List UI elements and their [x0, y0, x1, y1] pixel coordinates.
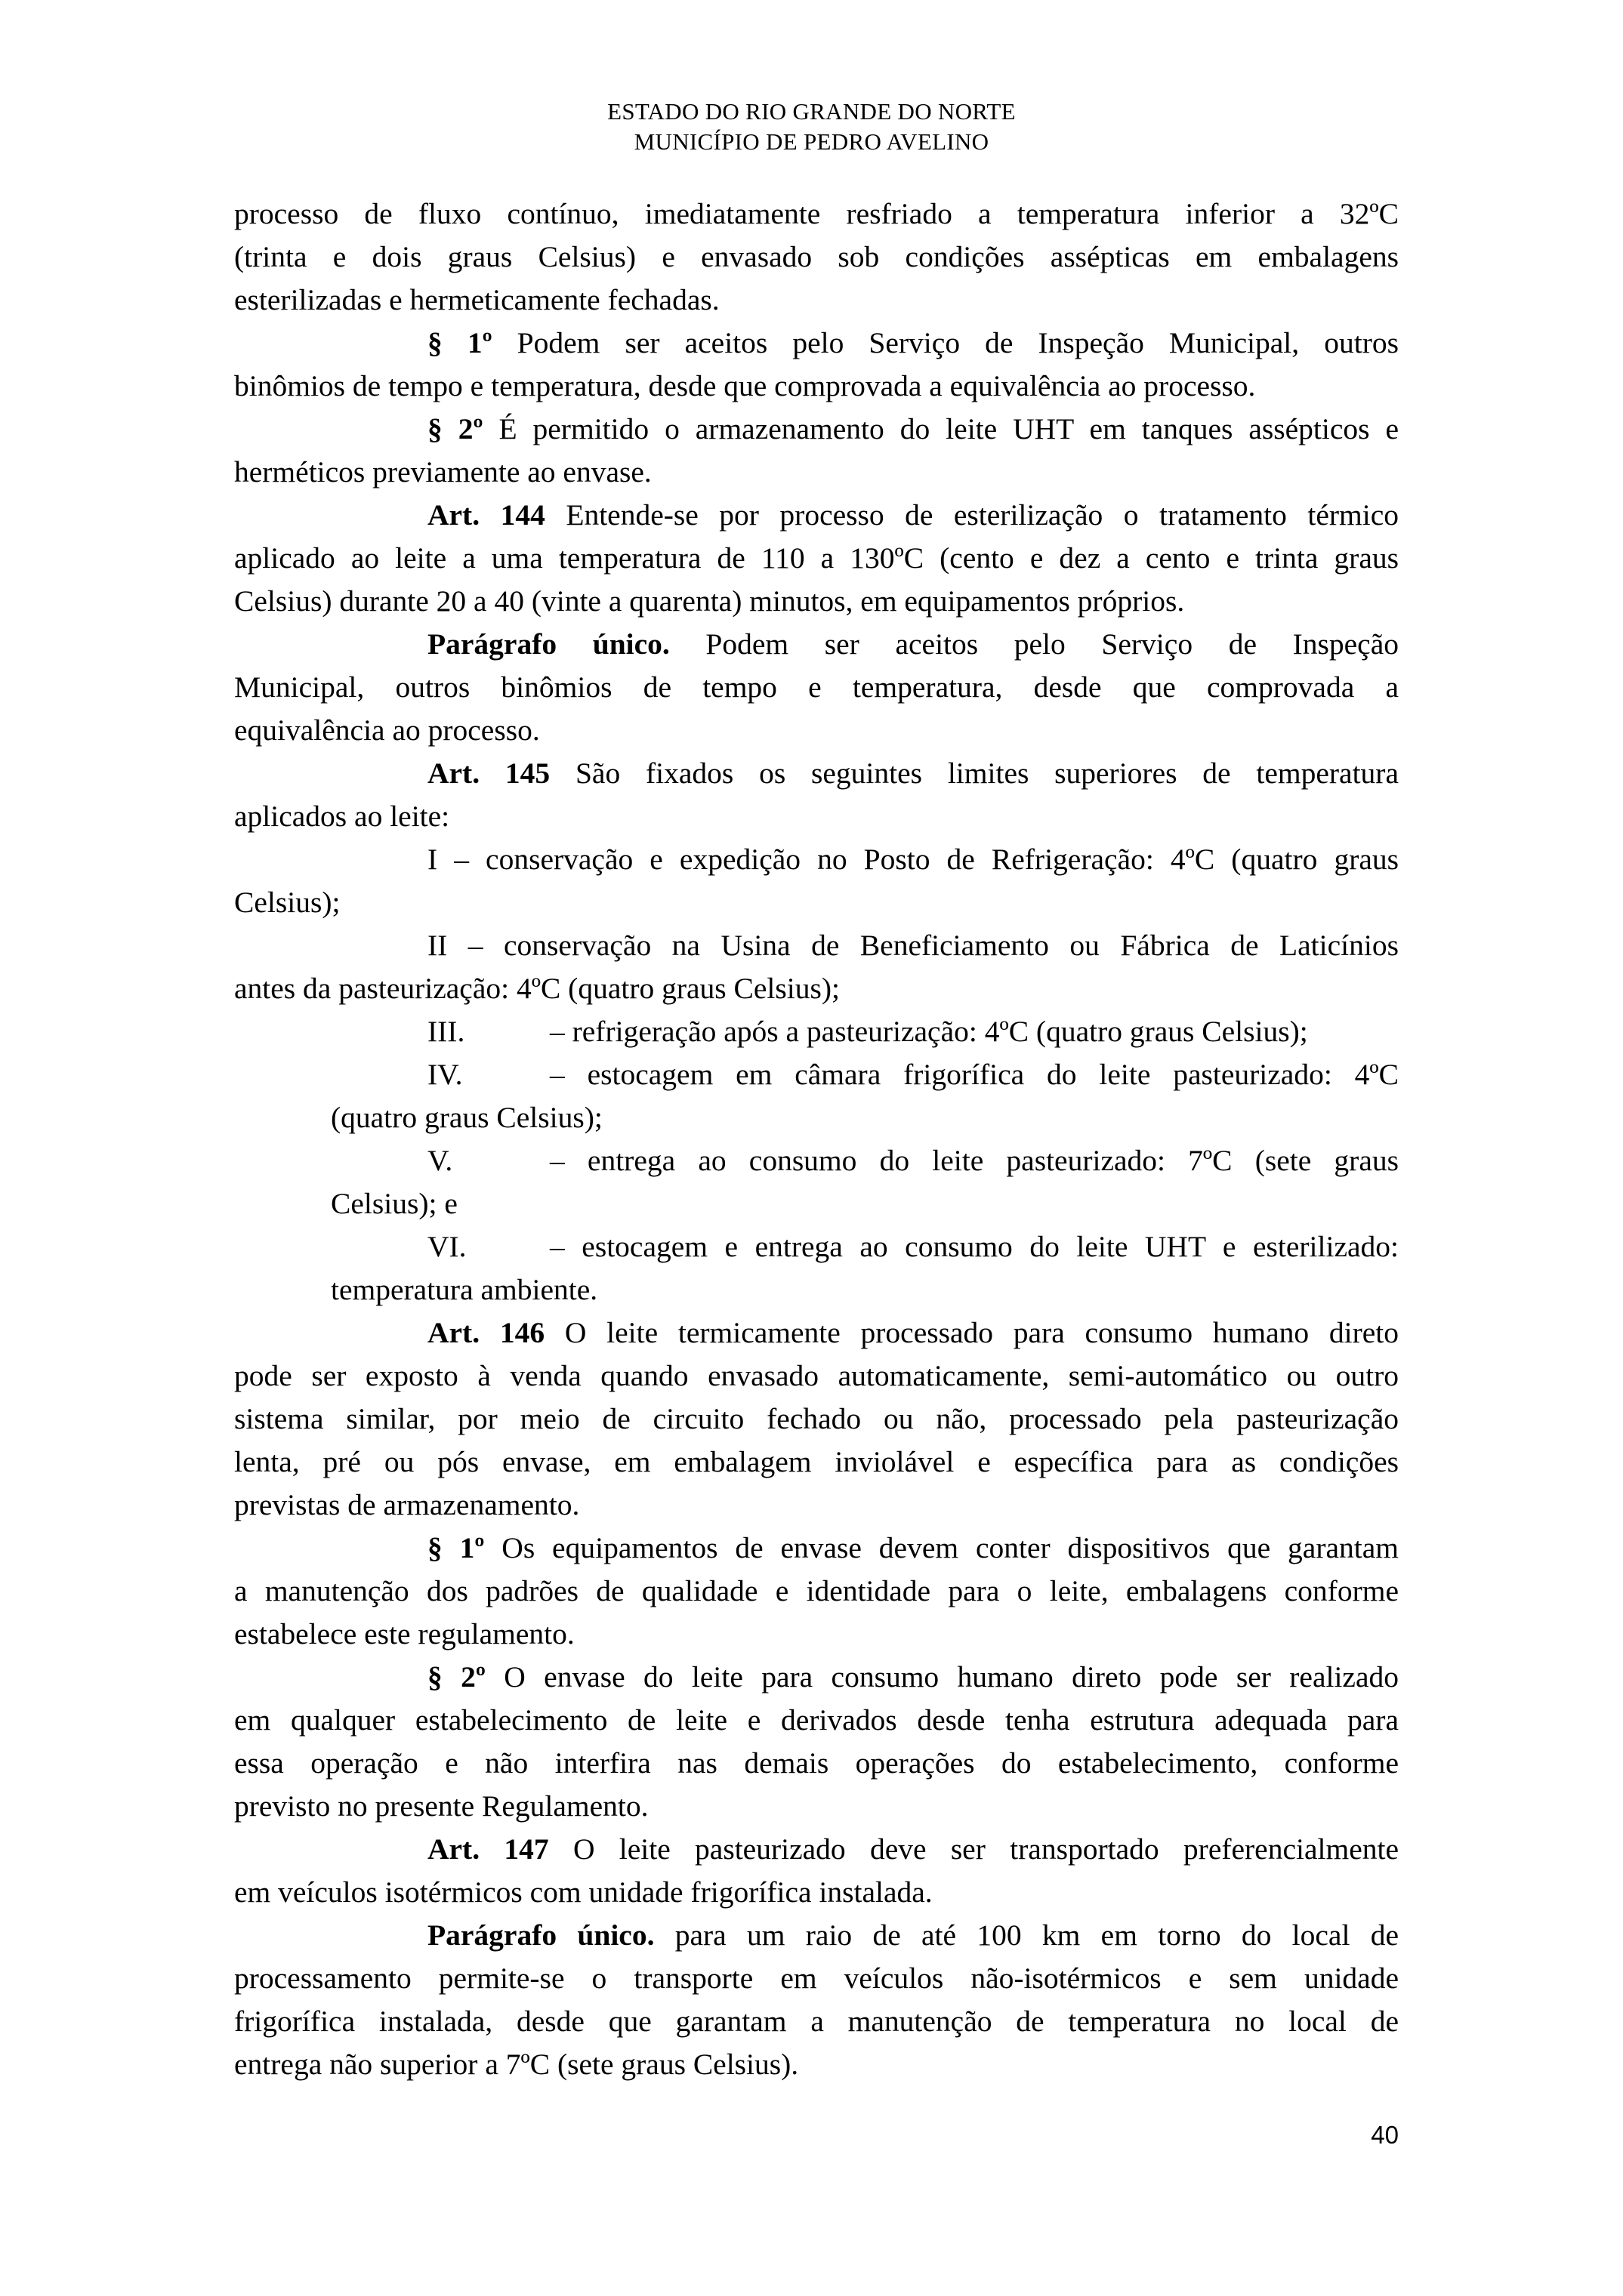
- text-span: Os equipamentos de envase devem conter dispositivos que garantam: [484, 1531, 1399, 1564]
- text-span: O envase do leite para consumo humano direto pode ser realizado: [485, 1660, 1399, 1693]
- text-span: O leite pasteurizado deve ser transportado preferencialmente: [548, 1832, 1399, 1866]
- paragraph-label: Parágrafo único.: [427, 627, 670, 661]
- paragraph-146-2: [234, 1656, 1399, 1699]
- paragraph-2: [234, 408, 1399, 451]
- item-number: VI.: [427, 1230, 467, 1263]
- text-line: Municipal, outros binômios de tempo e temperatura, desde que comprovada a: [234, 670, 1399, 704]
- text-span: É permitido o armazenamento do leite UHT em tanques assépticos e: [483, 412, 1399, 445]
- item-text: – estocagem e entrega ao consumo do leite UHT e esterilizado:: [550, 1230, 1399, 1263]
- page-header: [0, 97, 1623, 157]
- text-line: Celsius) durante 20 a 40 (vinte a quarenta) minutos, em equipamentos próprios.: [234, 584, 1185, 618]
- paragraph-label: § 2º: [427, 412, 483, 445]
- item-ii: II – conservação na Usina de Beneficiamento ou Fábrica de Laticínios: [427, 929, 1399, 962]
- paragraph-1: [234, 322, 1399, 365]
- text-line: esterilizadas e hermeticamente fechadas.: [234, 283, 720, 316]
- header-state: ESTADO DO RIO GRANDE DO NORTE: [607, 98, 1016, 125]
- item-number: III.: [427, 1015, 465, 1048]
- paragraph-label: § 1º: [427, 326, 492, 359]
- text-line: antes da pasteurização: 4ºC (quatro graus Celsius);: [234, 972, 840, 1005]
- text-line: estabelece este regulamento.: [234, 1617, 575, 1650]
- text-line: lenta, pré ou pós envase, em embalagem inviolável e específica para as condições: [234, 1445, 1399, 1478]
- item-text: – refrigeração após a pasteurização: 4ºC (quatro graus Celsius);: [550, 1015, 1308, 1048]
- text-line: Celsius);: [234, 886, 341, 919]
- item-i: I – conservação e expedição no Posto de Refrigeração: 4ºC (quatro graus: [427, 843, 1399, 876]
- article-label: Art. 144: [427, 498, 545, 532]
- text-line: pode ser exposto à venda quando envasado automaticamente, semi-automático ou outro: [234, 1359, 1399, 1392]
- item-text: – entrega ao consumo do leite pasteurizado: 7ºC (sete graus: [550, 1144, 1399, 1177]
- article-147: [234, 1828, 1399, 1871]
- sole-paragraph-147: [234, 1914, 1399, 1957]
- text-line: herméticos previamente ao envase.: [234, 455, 652, 488]
- sole-paragraph-144: [234, 623, 1399, 666]
- text-line: aplicado ao leite a uma temperatura de 110 a 130ºC (cento e dez a cento e trinta graus: [234, 541, 1399, 575]
- text-span: Podem ser aceitos pelo Serviço de Inspeção Municipal, outros: [492, 326, 1399, 359]
- header-municipality: MUNICÍPIO DE PEDRO AVELINO: [634, 128, 989, 155]
- text-line: em qualquer estabelecimento de leite e derivados desde tenha estrutura adequada para: [234, 1703, 1399, 1737]
- paragraph-label: Parágrafo único.: [427, 1918, 655, 1952]
- paragraph-label: § 2º: [427, 1660, 486, 1693]
- text-span: para um raio de até 100 km em torno do local de: [654, 1918, 1399, 1952]
- text-line: Celsius); e: [331, 1187, 458, 1220]
- text-line: processo de fluxo contínuo, imediatamente resfriado a temperatura inferior a 32ºC: [234, 197, 1399, 230]
- item-vi: [234, 1225, 1399, 1268]
- item-number: IV.: [427, 1058, 463, 1091]
- text-span: Entende-se por processo de esterilização o tratamento térmico: [545, 498, 1399, 532]
- article-label: Art. 146: [427, 1316, 545, 1349]
- text-line: equivalência ao processo.: [234, 713, 540, 747]
- text-span: São fixados os seguintes limites superiores de temperatura: [550, 757, 1399, 790]
- text-line: frigorífica instalada, desde que garantam a manutenção de temperatura no local de: [234, 2005, 1399, 2038]
- text-line: processamento permite-se o transporte em veículos não-isotérmicos e sem unidade: [234, 1962, 1399, 1995]
- page-number: 40: [1371, 2121, 1399, 2149]
- article-146: [234, 1311, 1399, 1354]
- text-line: previsto no presente Regulamento.: [234, 1789, 649, 1823]
- text-line: aplicados ao leite:: [234, 800, 450, 833]
- article-label: Art. 145: [427, 757, 551, 790]
- item-number: V.: [427, 1144, 453, 1177]
- text-line: sistema similar, por meio de circuito fechado ou não, processado pela pasteurização: [234, 1402, 1399, 1435]
- page-body: [234, 193, 1399, 2086]
- text-line: essa operação e não interfira nas demais operações do estabelecimento, conforme: [234, 1746, 1399, 1780]
- text-line: (quatro graus Celsius);: [331, 1101, 603, 1134]
- article-145: [234, 752, 1399, 795]
- text-line: entrega não superior a 7ºC (sete graus Celsius).: [234, 2048, 799, 2081]
- item-text: – estocagem em câmara frigorífica do leite pasteurizado: 4ºC: [550, 1058, 1399, 1091]
- article-label: Art. 147: [427, 1832, 549, 1866]
- text-span: Podem ser aceitos pelo Serviço de Inspeção: [669, 627, 1399, 661]
- text-line: a manutenção dos padrões de qualidade e identidade para o leite, embalagens conforme: [234, 1574, 1399, 1607]
- item-iii: [234, 1010, 1399, 1053]
- paragraph-146-1: [234, 1527, 1399, 1570]
- item-iv: [234, 1053, 1399, 1096]
- paragraph-label: § 1º: [427, 1531, 485, 1564]
- text-line: previstas de armazenamento.: [234, 1488, 580, 1521]
- article-144: [234, 494, 1399, 537]
- item-v: [234, 1139, 1399, 1182]
- text-span: O leite termicamente processado para consumo humano direto: [545, 1316, 1399, 1349]
- text-line: (trinta e dois graus Celsius) e envasado sob condições assépticas em embalagens: [234, 240, 1399, 273]
- text-line: temperatura ambiente.: [331, 1273, 598, 1306]
- text-line: binômios de tempo e temperatura, desde que comprovada a equivalência ao processo.: [234, 369, 1256, 402]
- text-line: em veículos isotérmicos com unidade frigorífica instalada.: [234, 1875, 933, 1909]
